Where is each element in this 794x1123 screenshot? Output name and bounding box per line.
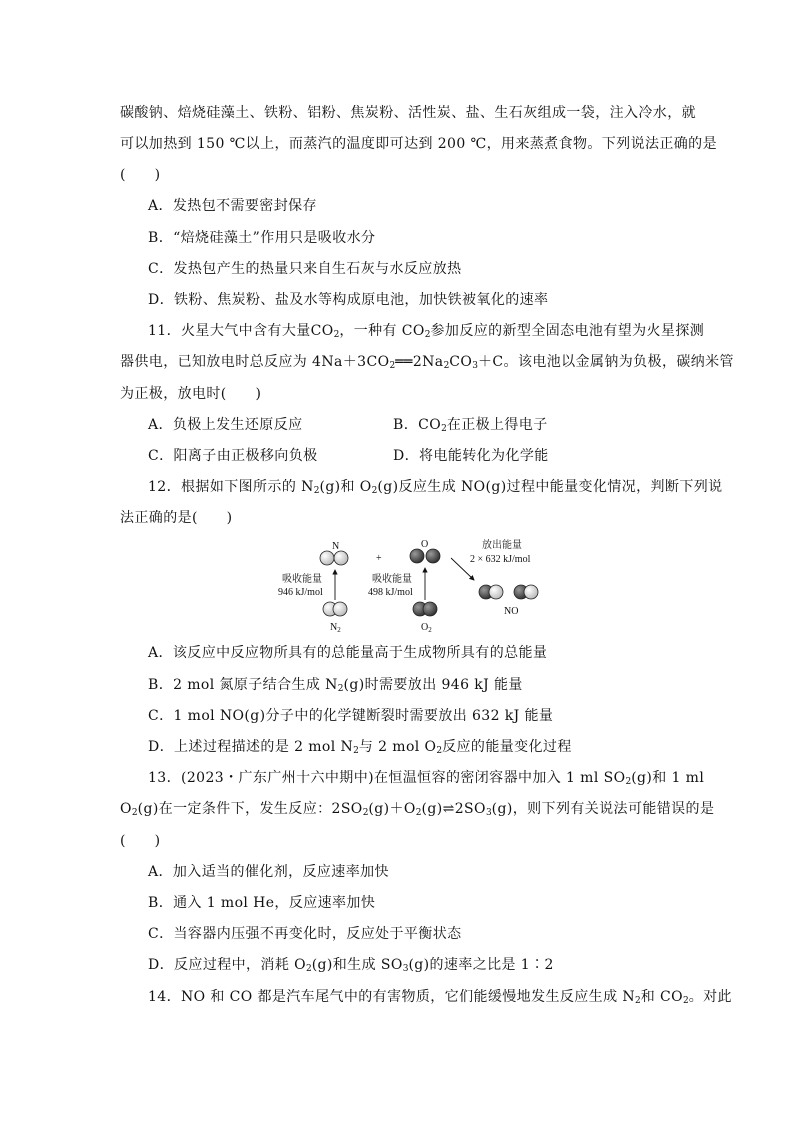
o2-absorb-label: 吸收能量 (372, 574, 412, 585)
q10-answer-blank: ( ) (120, 167, 161, 183)
q10-option-b: B．“焙烧硅藻土”作用只是吸收水分 (148, 230, 376, 246)
q12-stem-line-1: 12．根据如下图所示的 $N_2(g)$和 $O_2(g)$反应生成 NO(g)过程中能量变化情况，判断下列说 (148, 479, 723, 496)
q13-option-d: D．反应过程中，消耗 $O_2(g)$和生成 $SO_3(g)$的速率之比是 1∶2 (148, 957, 554, 974)
q11-stem-line-2: 器供电，已知放电时总反应为 $4Na+3CO_2══2Na_2CO_3+C$。该电池以金属钠为负极，碳纳米管 (120, 354, 734, 371)
n2-label: $N_2$ (330, 622, 341, 634)
n-atom-2 (334, 551, 348, 565)
q13-option-c: C．当容器内压强不再变化时，反应处于平衡状态 (148, 926, 462, 942)
release-value: 2 × 632 kJ/mol (470, 554, 531, 565)
n2-absorb-label: 吸收能量 (282, 574, 322, 585)
q12-stem-line-2: 法正确的是( ) (120, 510, 233, 526)
energy-diagram (274, 536, 554, 636)
no-label: NO (504, 606, 519, 617)
q13-answer-blank: ( ) (120, 833, 161, 849)
n-atom-1 (320, 551, 334, 565)
o2-absorb-value: 498 kJ/mol (368, 587, 413, 598)
o2-label: $O_2$ (421, 622, 432, 634)
q11-option-a: A．负极上发生还原反应 (148, 417, 303, 433)
q10-stem-line-1: 碳酸钠、焙烧硅藻土、铁粉、铝粉、焦炭粉、活性炭、盐、生石灰组成一袋，注入冷水，就 (120, 105, 696, 121)
q13-option-b: B．通入 1 mol He，反应速率加快 (148, 895, 376, 911)
q11-option-b: B．$CO_2$在正极上得电子 (393, 417, 548, 434)
release-label: 放出能量 (482, 540, 522, 551)
q10-stem-line-2: 可以加热到 150 ℃以上，而蒸汽的温度即可达到 200 ℃，用来蒸煮食物。下列说法正确的是 (120, 136, 717, 152)
n-atom-label: N (332, 541, 340, 552)
q13-option-a: A．加入适当的催化剂，反应速率加快 (148, 864, 389, 880)
no-2-nitrogen (524, 585, 538, 599)
q10-option-d: D．铁粉、焦炭粉、盐及水等构成原电池，加快铁被氧化的速率 (148, 292, 549, 308)
o-atom-2 (426, 549, 440, 563)
o2-molecule-atom-2 (423, 602, 437, 616)
q12-option-d: D．上述过程描述的是 2 mol $N_2$与 2 mol $O_2$反应的能量变化过程 (148, 739, 572, 756)
plus-sign: + (376, 553, 382, 564)
no-1-nitrogen (489, 585, 503, 599)
q11-option-c: C．阳离子由正极移向负极 (148, 448, 318, 464)
o-atom-1 (410, 549, 424, 563)
q11-stem-line-3: 为正极，放电时( ) (120, 386, 262, 402)
q11-stem-line-1: 11．火星大气中含有大量$CO_2$，一种有 $CO_2$参加反应的新型全固态电池有望为火星探测 (148, 323, 705, 340)
q13-stem-line-1: 13．(2023・广东广州十六中期中)在恒温恒容的密闭容器中加入 1 ml $SO_2(g)$和 1 ml (148, 770, 705, 787)
q10-option-a: A．发热包不需要密封保存 (148, 198, 317, 214)
q11-option-d: D．将电能转化为化学能 (393, 448, 549, 464)
q14-stem-line-1: 14．NO 和 CO 都是汽车尾气中的有害物质，它们能缓慢地发生反应生成 $N_2$和 $CO_2$。对此 (148, 989, 732, 1006)
q12-option-a: A．该反应中反应物所具有的总能量高于生成物所具有的总能量 (148, 645, 548, 661)
o-atom-label: O (421, 539, 429, 550)
q13-stem-line-2: $O_2(g)$在一定条件下，发生反应：$2SO_2(g)+O_2(g)\rightleftharpoons 2SO_3(g)$，则下列有关说法可能错误的是 (120, 801, 715, 818)
q10-option-c: C．发热包产生的热量只来自生石灰与水反应放热 (148, 261, 462, 277)
n2-absorb-value: 946 kJ/mol (278, 587, 323, 598)
q12-option-c: C．1 mol NO(g)分子中的化学键断裂时需要放出 632 kJ 能量 (148, 708, 554, 724)
n2-molecule-atom-2 (333, 602, 347, 616)
q12-option-b: B．2 mol 氮原子结合生成 $N_2(g)$时需要放出 946 kJ 能量 (148, 677, 523, 694)
